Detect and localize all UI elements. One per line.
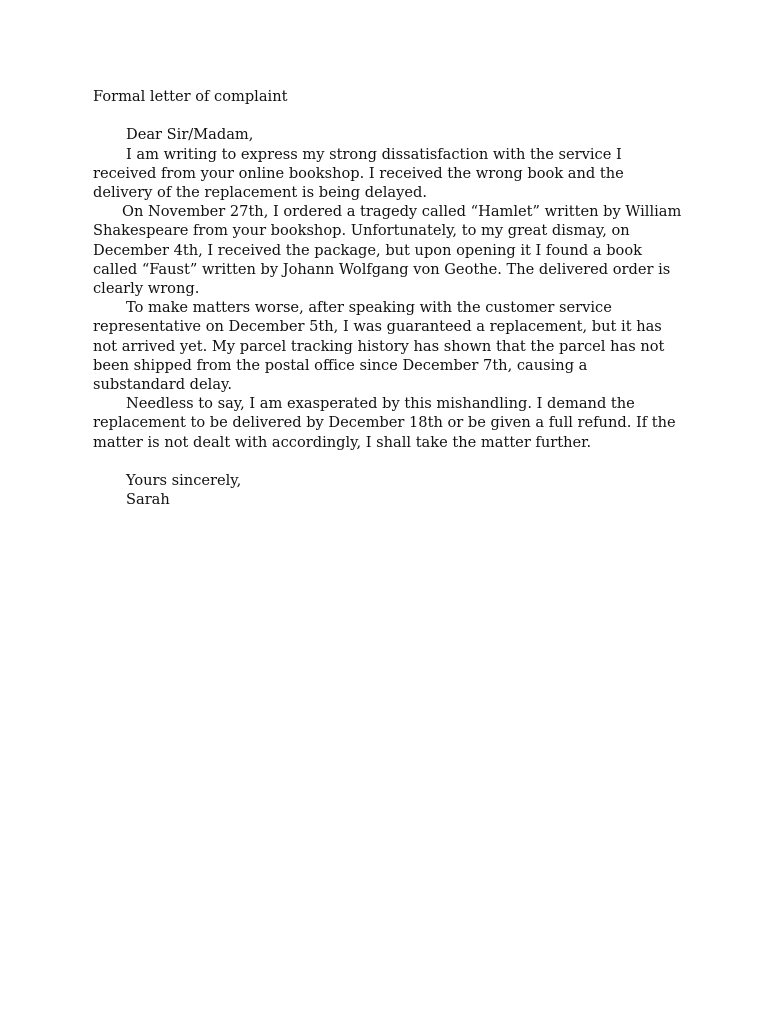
paragraph-1: I am writing to express my strong dissatisfaction with the service I received from your online bookshop. I received the wrong book and the delivery of the replacement is being delayed. <box>93 145 624 201</box>
paragraph-3: To make matters worse, after speaking with the customer service representative on December 5th, I was guaranteed a replacement, but it has not arrived yet. My parcel tracking history has shown that the parcel has not been shipped from the postal office since December 7th, causing a substandard delay. <box>93 299 665 394</box>
letter-title: Formal letter of complaint <box>93 88 288 105</box>
blank-line <box>93 106 683 125</box>
signature: Sarah <box>126 491 170 509</box>
salutation: Dear Sir/Madam, <box>126 126 254 144</box>
paragraph-4: Needless to say, I am exasperated by this mishandling. I demand the replacement to be delivered by December 18th or be given a full refund. If the matter is not dealt with accordingly, I shall take the matter further. <box>93 395 676 451</box>
letter-body <box>93 87 683 509</box>
blank-line <box>93 452 683 471</box>
paragraph-2: On November 27th, I ordered a tragedy called “Hamlet” written by William Shakespeare from your bookshop. Unfortunately, to my great dismay, on December 4th, I received the package, but upon opening it I found a book called “Faust” written by Johann Wolfgang von Geothe. The delivered order is clearly wrong. <box>93 203 682 298</box>
closing: Yours sincerely, <box>126 472 242 490</box>
